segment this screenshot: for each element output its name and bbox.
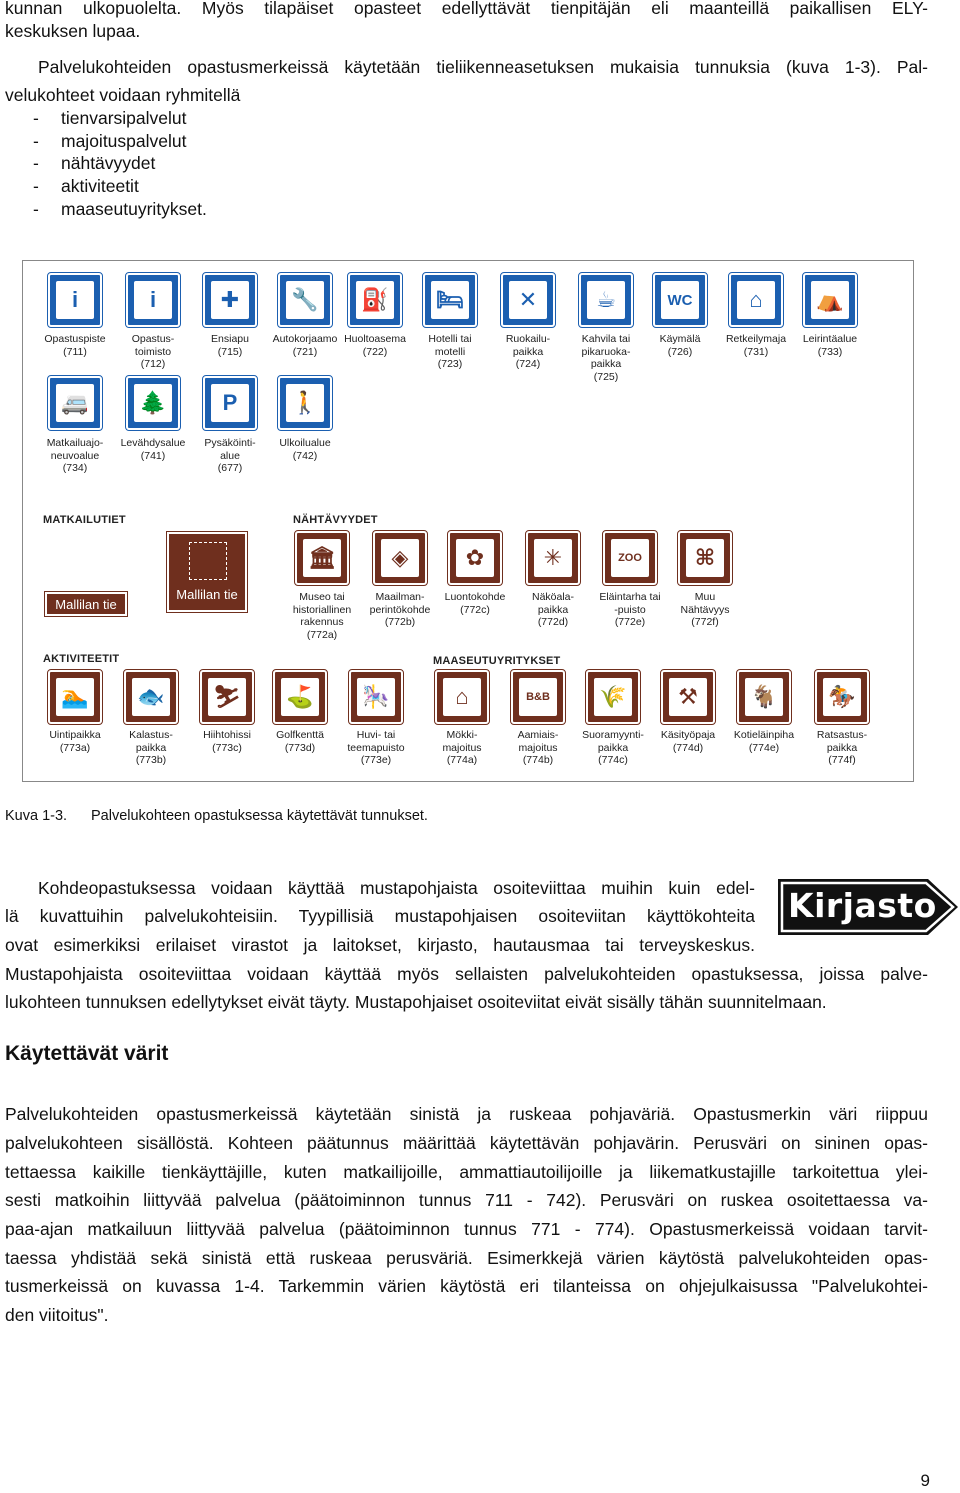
amusement-park-icon: 🎠 [357,678,395,716]
sign-caption: Ulkoilualue (742) [279,437,331,462]
restaurant-icon: ✕ [509,281,547,319]
section-label-aktiviteetit: AKTIVITEETIT [43,653,120,665]
coffee-cup-sign [579,273,633,327]
list-item: - majoituspalvelut [33,131,187,151]
paragraph-line: lä kuvattuihin palvelukohteisiin. Tyypillisiä mustapohjaisen osoiteviitan käyttökohteita [5,906,755,926]
horse-riding-sign [815,670,869,724]
figure-caption-text: Palvelukohteen opastuksessa käytettävät tunnukset. [91,808,428,824]
paragraph-line: Palvelukohteiden opastusmerkeissä käytetään tieliikenneasetuksen mukaisia tunnuksia (kuva 1-3). Pal- [38,57,928,77]
car-repair-sign [278,273,332,327]
sign-caption: Ratsastus- paikka (774f) [816,729,868,766]
sign-caption: Käymälä (726) [659,333,701,358]
sign-caption: Luontokohde (772c) [444,591,506,616]
paragraph-line: keskuksen lupaa. [5,21,141,41]
viewpoint-icon: ✳ [534,539,572,577]
world-heritage-sign [373,531,427,585]
farm-shop-sign [586,670,640,724]
sign-caption: Museo tai historiallinen rakennus (772a) [292,591,352,641]
other-attraction-icon: ⌘ [686,539,724,577]
petting-farm-sign [737,670,791,724]
sign-caption: Matkailuajo- neuvoalue (734) [46,437,104,474]
sign-caption: Eläintarha tai -puisto (772e) [599,591,661,628]
paragraph-line: palvelukohteen sisällöstä. Kohteen päätunnus määrittää käytettävän pohjavärin. Perusväri on sininen opas- [5,1133,928,1153]
fishing-sign [124,670,178,724]
section-label-maaseutuyritykset: MAASEUTUYRITYKSET [433,655,561,667]
outdoor-area-icon: 🚶 [286,384,324,422]
figure-number: Kuva 1-3. [5,808,68,824]
bed-and-breakfast-icon: B&B [519,678,557,716]
parking-icon: P [211,384,249,422]
mallilan-tie-large-sign [167,532,247,612]
crafts-sign [661,670,715,724]
cottage-icon: ⌂ [443,678,481,716]
section-heading: Käytettävät värit [5,1042,169,1065]
caravan-sign [48,376,102,430]
sign-caption: Ensiapu (715) [211,333,249,358]
information-icon: i [56,281,94,319]
first-aid-icon: ✚ [211,281,249,319]
fishing-icon: 🐟 [132,678,170,716]
sign-caption: Opastuspiste (711) [44,333,106,358]
list-item: - nähtävyydet [33,153,156,173]
sign-caption: Leirintäalue (733) [802,333,858,358]
parking-sign [203,376,257,430]
sign-caption: Kotieläinpiha (774e) [733,729,795,754]
page-number: 9 [920,1471,930,1490]
paragraph-line: paa-ajan matkailuun liittyvää palvelua (päätoiminnon tunnus 771 - 774). Opastusmerkeissä voidaan tarvit- [5,1219,928,1239]
golf-icon: ⛳ [281,678,319,716]
sign-caption: Ruokailu- paikka (724) [505,333,551,370]
fuel-pump-sign [348,273,402,327]
paragraph-line: tettaessa kaikille tienkäyttäjille, kuten matkailijoille, ammattiautoilijoille ja liikematkustajille tarkoitettua ylei- [5,1162,928,1182]
sign-caption: Käsityöpaja (774d) [660,729,716,754]
other-attraction-sign [678,531,732,585]
swimming-icon: 🏊 [56,678,94,716]
sign-caption: Autokorjaamo (721) [272,333,338,358]
world-heritage-icon: ◈ [381,539,419,577]
sign-caption: Opastus- toimisto (712) [131,333,175,370]
wc-sign [653,273,707,327]
restaurant-sign [501,273,555,327]
crafts-icon: ⚒ [669,678,707,716]
mallilan-tie-label: Mallilan tie [176,587,238,602]
mallilan-tie-small-sign: Mallilan tie [45,592,127,616]
skiing-sign [200,670,254,724]
rest-area-icon: 🌲 [134,384,172,422]
car-repair-icon: 🔧 [286,281,324,319]
kirjasto-sign-text: Kirjasto [788,886,937,925]
information-office-icon: i [134,281,172,319]
nature-site-icon: ✿ [456,539,494,577]
caravan-icon: 🚐 [56,384,94,422]
paragraph-line: velukohteet voidaan ryhmitellä [5,85,241,105]
sign-caption: Levähdysalue (741) [120,437,186,462]
museum-icon: 🏛 [303,539,341,577]
sign-caption: Aamiais- majoitus (774b) [517,729,559,766]
list-item: - maaseutuyritykset. [33,199,207,219]
paragraph-line: Mustapohjaista osoiteviittaa voidaan käyttää myös sellaisten palvelukohteiden opastuksessa, joissa palve- [5,964,928,984]
campsite-tent-sign [803,273,857,327]
sign-caption: Kahvila tai pikaruoka- paikka (725) [581,333,631,383]
paragraph-line: ovat esimerkiksi erilaiset virastot ja laitokset, kirjasto, hautausmaa tai terveyskeskus. [5,935,755,955]
campsite-tent-icon: ⛺ [811,281,849,319]
sign-caption: Uintipaikka (773a) [49,729,101,754]
paragraph-line: Palvelukohteiden opastusmerkeissä käytetään sinistä ja ruskeaa pohjaväriä. Opastusmerkin väri riippuu [5,1104,928,1124]
paragraph-line: Kohdeopastuksessa voidaan käyttää mustapohjaista osoiteviittaa muihin kuin edel- [38,878,755,898]
information-sign [48,273,102,327]
list-item: - aktiviteetit [33,176,139,196]
viewpoint-sign [526,531,580,585]
sign-caption: Näköala- paikka (772d) [531,591,575,628]
sign-caption: Pysäköinti- alue (677) [204,437,256,474]
sign-caption: Hiihtohissi (773c) [203,729,251,754]
golf-sign [273,670,327,724]
sign-caption: Suoramyynti- paikka (774c) [582,729,644,766]
figure-caption [5,808,428,824]
outdoor-area-sign [278,376,332,430]
swimming-sign [48,670,102,724]
route-symbol-frame [189,542,227,580]
first-aid-sign [203,273,257,327]
section-label-matkailutiet: MATKAILUTIET [43,514,126,526]
sign-caption: Hotelli tai motelli (723) [428,333,472,370]
hostel-sign [729,273,783,327]
service-signs-figure [22,260,914,782]
sign-caption: Muu Nähtävyys (772f) [680,591,730,628]
paragraph-line: tusmerkeissä on kuvassa 1-4. Tarkemmin värien käytöstä eri tilanteissa on ohjejulkaisussa "Palvelukohtei- [5,1276,928,1296]
section-label-nahtavyydet: NÄHTÄVYYDET [293,514,378,526]
zoo-icon: ZOO [611,539,649,577]
sign-caption: Golfkenttä (773d) [276,729,324,754]
petting-farm-icon: 🐐 [745,678,783,716]
rest-area-sign [126,376,180,430]
information-office-sign [126,273,180,327]
skiing-icon: ⛷ [208,678,246,716]
wc-icon: WC [661,281,699,319]
paragraph-line: sesti matkoihin liittyvää palvelua (päätoiminnon tunnus 711 - 742). Perusväri on ruskea osoitettaessa va- [5,1190,928,1210]
fuel-pump-icon: ⛽ [356,281,394,319]
cottage-sign [435,670,489,724]
sign-caption: Maailman- perintökohde (772b) [369,591,431,628]
horse-riding-icon: 🏇 [823,678,861,716]
sign-caption: Retkeilymaja (731) [725,333,787,358]
coffee-cup-icon: ☕ [587,281,625,319]
amusement-park-sign [349,670,403,724]
zoo-sign [603,531,657,585]
hotel-bed-sign [423,273,477,327]
hostel-icon: ⌂ [737,281,775,319]
paragraph-line: kunnan ulkopuolelta. Myös tilapäiset opasteet edellyttävät tienpitäjän eli maanteillä paikallisen ELY- [5,0,928,18]
paragraph-line: taessa yhdistää sekä sinistä että ruskeaa perusväriä. Esimerkkejä värien käytöstä palvelukohteiden opas- [5,1248,928,1268]
museum-sign [295,531,349,585]
list-item: - tienvarsipalvelut [33,108,187,128]
nature-site-sign [448,531,502,585]
sign-caption: Huvi- tai teemapuisto (773e) [347,729,405,766]
paragraph-line: lukohteen tunnuksen edellytykset eivät täyty. Mustapohjaiset osoiteviitat eivät sisälly tähän suunnitelmaan. [5,992,827,1012]
sign-caption: Kalastus- paikka (773b) [129,729,173,766]
farm-shop-icon: 🌾 [594,678,632,716]
sign-caption: Mökki- majoitus (774a) [442,729,482,766]
bed-and-breakfast-sign [511,670,565,724]
paragraph-line: den viitoitus". [5,1305,109,1325]
hotel-bed-icon: 🛏 [431,281,469,319]
sign-caption: Huoltoasema (722) [344,333,406,358]
